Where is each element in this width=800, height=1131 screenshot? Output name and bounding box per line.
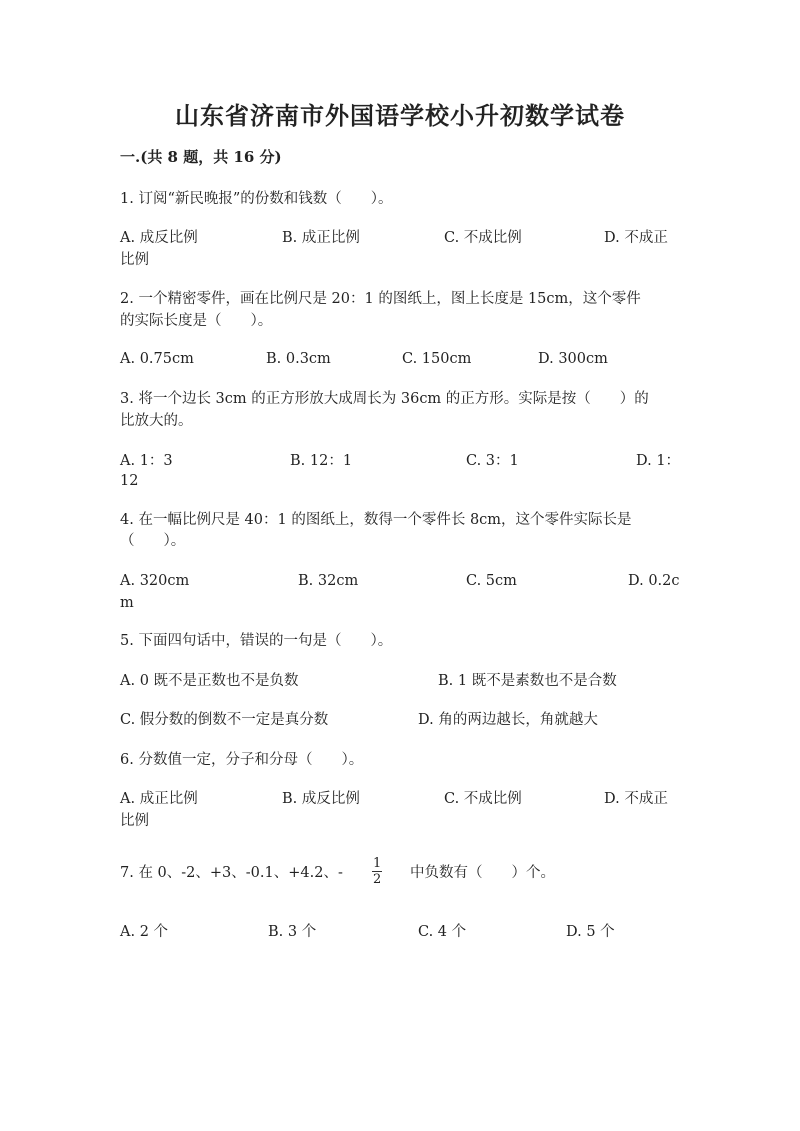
question-1-option-d-wrap: 比例	[120, 252, 149, 268]
question-1-stem: 1. 订阅“新民晚报”的份数和钱数（ ）。	[120, 191, 393, 207]
question-6-option-b: B. 成反比例	[282, 791, 360, 807]
question-6-option-c: C. 不成比例	[444, 791, 522, 807]
question-7-option-d: D. 5 个	[566, 924, 615, 940]
question-2-stem-line-1: 2. 一个精密零件，画在比例尺是 20：1 的图纸上，图上长度是 15cm，这个零件	[120, 291, 641, 307]
question-3-option-a: A. 1：3	[120, 453, 173, 469]
question-3-option-b: B. 12：1	[290, 453, 353, 469]
question-7-option-c: C. 4 个	[418, 924, 467, 940]
question-5-option-c: C. 假分数的倒数不一定是真分数	[120, 712, 329, 728]
question-4-option-d: D. 0.2c	[628, 573, 680, 589]
question-5-option-b: B. 1 既不是素数也不是合数	[438, 673, 617, 689]
page-title: 山东省济南市外国语学校小升初数学试卷	[175, 101, 625, 130]
question-3-stem-line-2: 比放大的。	[120, 413, 193, 429]
question-7-stem-after: 中负数有（ ）个。	[410, 865, 555, 881]
section-heading: 一.(共 8 题，共 16 分)	[120, 148, 282, 166]
question-3-stem-line-1: 3. 将一个边长 3cm 的正方形放大成周长为 36cm 的正方形。实际是按（ ）的	[120, 391, 649, 407]
question-2-option-d: D. 300cm	[538, 351, 608, 367]
question-4-option-b: B. 32cm	[298, 573, 359, 589]
question-4-option-d-wrap: m	[120, 595, 134, 611]
question-2-stem-line-2: 的实际长度是（ ）。	[120, 313, 273, 329]
question-1-option-b: B. 成正比例	[282, 230, 360, 246]
question-6-option-d-wrap: 比例	[120, 813, 149, 829]
question-5-option-a: A. 0 既不是正数也不是负数	[120, 673, 299, 689]
question-3-option-d: D. 1：	[636, 453, 681, 469]
question-2-option-b: B. 0.3cm	[266, 351, 331, 367]
question-1-option-a: A. 成反比例	[120, 230, 198, 246]
question-5-option-d: D. 角的两边越长，角就越大	[418, 712, 598, 728]
fraction-denominator: 2	[373, 872, 382, 887]
question-2-option-a: A. 0.75cm	[120, 351, 194, 367]
question-4-option-c: C. 5cm	[466, 573, 517, 589]
question-4-option-a: A. 320cm	[120, 573, 190, 589]
question-7-stem-before: 7. 在 0、-2、+3、-0.1、+4.2、-	[120, 865, 343, 881]
question-2-option-c: C. 150cm	[402, 351, 472, 367]
question-6-option-a: A. 成正比例	[120, 791, 198, 807]
question-5-stem: 5. 下面四句话中，错误的一句是（ ）。	[120, 633, 393, 649]
question-3-option-c: C. 3：1	[466, 453, 519, 469]
fraction-numerator: 1	[373, 856, 382, 871]
question-7-option-a: A. 2 个	[120, 924, 169, 940]
question-4-stem-line-1: 4. 在一幅比例尺是 40：1 的图纸上，数得一个零件长 8cm，这个零件实际长是	[120, 512, 632, 528]
question-1-option-c: C. 不成比例	[444, 230, 522, 246]
question-6-stem: 6. 分数值一定，分子和分母（ ）。	[120, 752, 364, 768]
question-6-option-d: D. 不成正	[604, 791, 668, 807]
question-4-stem-line-2: （ ）。	[120, 533, 186, 549]
fraction-one-half	[372, 856, 382, 887]
question-1-option-d: D. 不成正	[604, 230, 668, 246]
question-7-option-b: B. 3 个	[268, 924, 317, 940]
question-3-option-d-wrap: 12	[120, 473, 139, 489]
